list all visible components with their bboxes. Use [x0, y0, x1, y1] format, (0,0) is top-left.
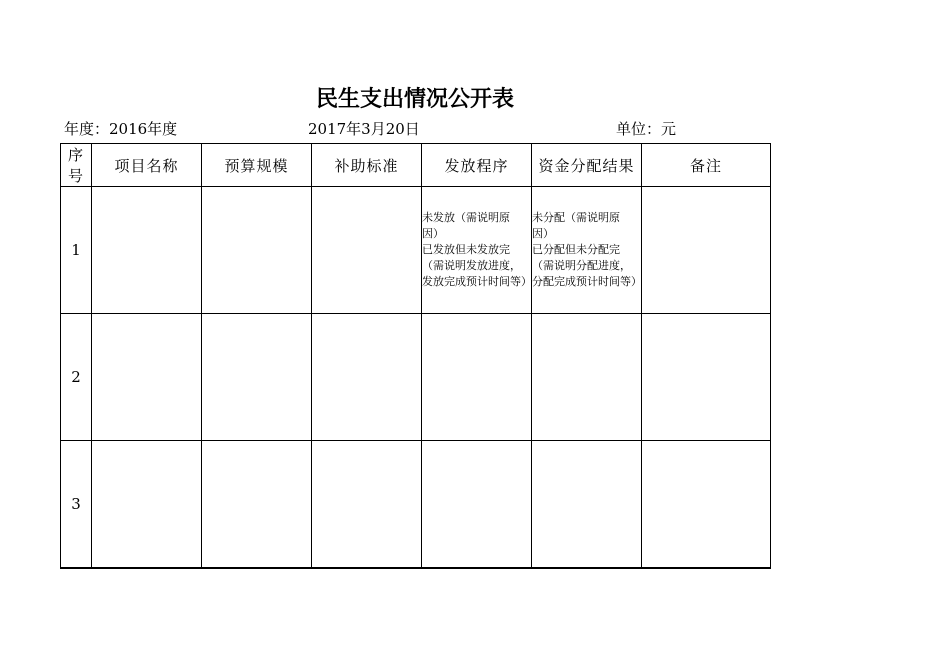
header-remarks[interactable]: 备注 — [642, 144, 771, 187]
project-name-cell[interactable] — [92, 441, 202, 569]
page-title: 民生支出情况公开表 — [315, 87, 514, 112]
project-name-cell[interactable] — [92, 314, 202, 441]
remarks-cell[interactable] — [642, 187, 771, 314]
header-row — [61, 144, 771, 187]
table-row — [61, 441, 771, 569]
row-index-cell[interactable]: 2 — [61, 314, 92, 441]
row-index-cell[interactable]: 1 — [61, 187, 92, 314]
distribution-procedure-cell[interactable] — [422, 314, 532, 441]
header-budget-scale[interactable]: 预算规模 — [202, 144, 312, 187]
header-allocation-result[interactable]: 资金分配结果 — [532, 144, 642, 187]
project-name-cell[interactable] — [92, 187, 202, 314]
budget-scale-cell[interactable] — [202, 314, 312, 441]
distribution-procedure-cell[interactable]: 未发放（需说明原因） 已发放但未发放完（需说明发放进度，发放完成预计时间等） — [422, 187, 532, 314]
date-label: 2017年3月20日 — [308, 120, 420, 138]
header-subsidy-standard[interactable]: 补助标准 — [312, 144, 422, 187]
remarks-cell[interactable] — [642, 441, 771, 569]
table-row — [61, 314, 771, 441]
expenditure-table — [60, 143, 771, 569]
table-row — [61, 187, 771, 314]
allocation-result-cell[interactable] — [532, 441, 642, 569]
subsidy-standard-cell[interactable] — [312, 441, 422, 569]
allocation-result-cell[interactable] — [532, 314, 642, 441]
remarks-cell[interactable] — [642, 314, 771, 441]
budget-scale-cell[interactable] — [202, 441, 312, 569]
header-index[interactable]: 序号 — [61, 144, 92, 187]
subsidy-standard-cell[interactable] — [312, 314, 422, 441]
header-project-name[interactable]: 项目名称 — [92, 144, 202, 187]
budget-scale-cell[interactable] — [202, 187, 312, 314]
header-distribution-procedure[interactable]: 发放程序 — [422, 144, 532, 187]
distribution-procedure-cell[interactable] — [422, 441, 532, 569]
subsidy-standard-cell[interactable] — [312, 187, 422, 314]
year-label: 年度：2016年度 — [64, 120, 178, 138]
unit-label: 单位：元 — [616, 120, 677, 138]
allocation-result-cell[interactable]: 未分配（需说明原因） 已分配但未分配完（需说明分配进度，分配完成预计时间等） — [532, 187, 642, 314]
row-index-cell[interactable]: 3 — [61, 441, 92, 569]
